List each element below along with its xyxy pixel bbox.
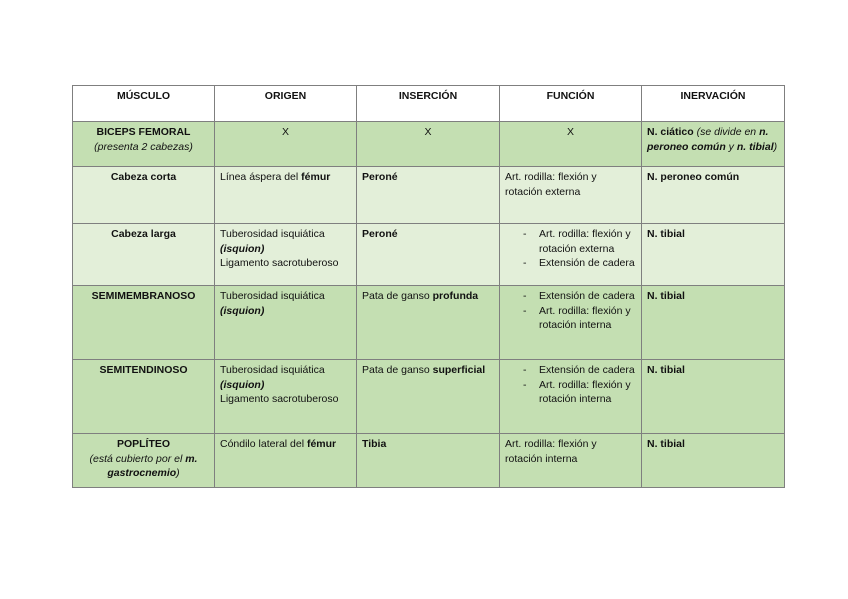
funcion-cell [500,224,642,286]
origen-text: Línea áspera del [220,171,302,183]
insercion-type: superficial [432,364,486,376]
inervacion-cell: N. tibial [642,360,785,434]
funcion-list [505,227,636,271]
funcion-cell [500,360,642,434]
funcion-cell: X [500,122,642,167]
inervacion-branch-1: n. peroneo común [647,126,769,153]
table-row [73,360,785,434]
origen-line-3: Ligamento sacrotuberoso [220,257,339,269]
muscle-name: SEMITENDINOSO [73,360,215,434]
muscle-note: (presenta 2 cabezas) [94,140,193,153]
header-funcion: FUNCIÓN [500,86,642,122]
muscle-name: BICEPS FEMORAL [96,126,191,138]
muscle-cell [73,122,215,167]
insercion-text: Pata de ganso [362,364,433,376]
muscle-note-b: m. gastrocnemio [107,452,198,479]
origen-cell [215,434,357,488]
header-inervacion: INERVACIÓN [642,86,785,122]
origen-cell: X [215,122,357,167]
origen-cell [215,167,357,224]
inervacion-cell [642,122,785,167]
table-row [73,122,785,167]
inervacion-note-2: y [725,140,737,153]
insercion-cell: Tibia [357,434,500,488]
origen-line-2: (isquion) [220,378,265,391]
origen-cell [215,224,357,286]
inervacion-cell: N. tibial [642,224,785,286]
origen-line-1: Tuberosidad isquiática [220,228,325,240]
origen-bone: fémur [306,438,337,450]
origen-bone: fémur [301,171,331,183]
insercion-cell: Peroné [357,167,500,224]
origen-text: Cóndilo lateral del [220,438,307,450]
list-item: - Extensión de cadera [505,289,636,304]
list-item: - Art. rodilla: flexión y rotación externa [505,227,636,256]
muscle-name: SEMIMEMBRANOSO [73,286,215,360]
insercion-cell: X [357,122,500,167]
insercion-type: profunda [432,290,479,302]
origen-line-2: (isquion) [220,242,265,255]
inervacion-cell: N. tibial [642,434,785,488]
header-musculo: MÚSCULO [73,86,215,122]
muscle-note-a: (está cubierto por el [89,452,186,465]
inervacion-main: N. ciático [647,126,694,138]
funcion-cell [500,286,642,360]
table-row [73,224,785,286]
origen-line-2: (isquion) [220,304,265,317]
list-item: - Art. rodilla: flexión y rotación interna [505,304,636,333]
funcion-list [505,289,636,333]
origen-cell [215,360,357,434]
header-row [73,86,785,122]
muscle-note-c: ) [176,467,180,479]
insercion-cell [357,286,500,360]
insercion-cell [357,360,500,434]
header-insercion: INSERCIÓN [357,86,500,122]
list-item: - Extensión de cadera [505,256,636,271]
funcion-list [505,363,636,407]
list-item: - Extensión de cadera [505,363,636,378]
table-row [73,434,785,488]
muscle-name: POPLÍTEO [116,438,171,450]
funcion-cell: Art. rodilla: flexión y rotación externa [500,167,642,224]
origen-line-1: Tuberosidad isquiática [220,290,325,302]
inervacion-branch-2: n. tibial [736,140,774,153]
list-item: - Art. rodilla: flexión y rotación interna [505,378,636,407]
muscle-name: Cabeza larga [73,224,215,286]
inervacion-cell: N. tibial [642,286,785,360]
table-row [73,286,785,360]
muscles-table [72,85,785,488]
inervacion-note-1: (se divide en [693,126,760,138]
funcion-cell: Art. rodilla: flexión y rotación interna [500,434,642,488]
origen-line-3: Ligamento sacrotuberoso [220,393,339,405]
header-origen: ORIGEN [215,86,357,122]
insercion-cell: Peroné [357,224,500,286]
inervacion-cell: N. peroneo común [642,167,785,224]
muscle-cell [73,434,215,488]
origen-line-1: Tuberosidad isquiática [220,364,325,376]
origen-cell [215,286,357,360]
table-row [73,167,785,224]
muscle-name: Cabeza corta [73,167,215,224]
insercion-text: Pata de ganso [362,290,433,302]
inervacion-note-3: ) [773,140,778,153]
